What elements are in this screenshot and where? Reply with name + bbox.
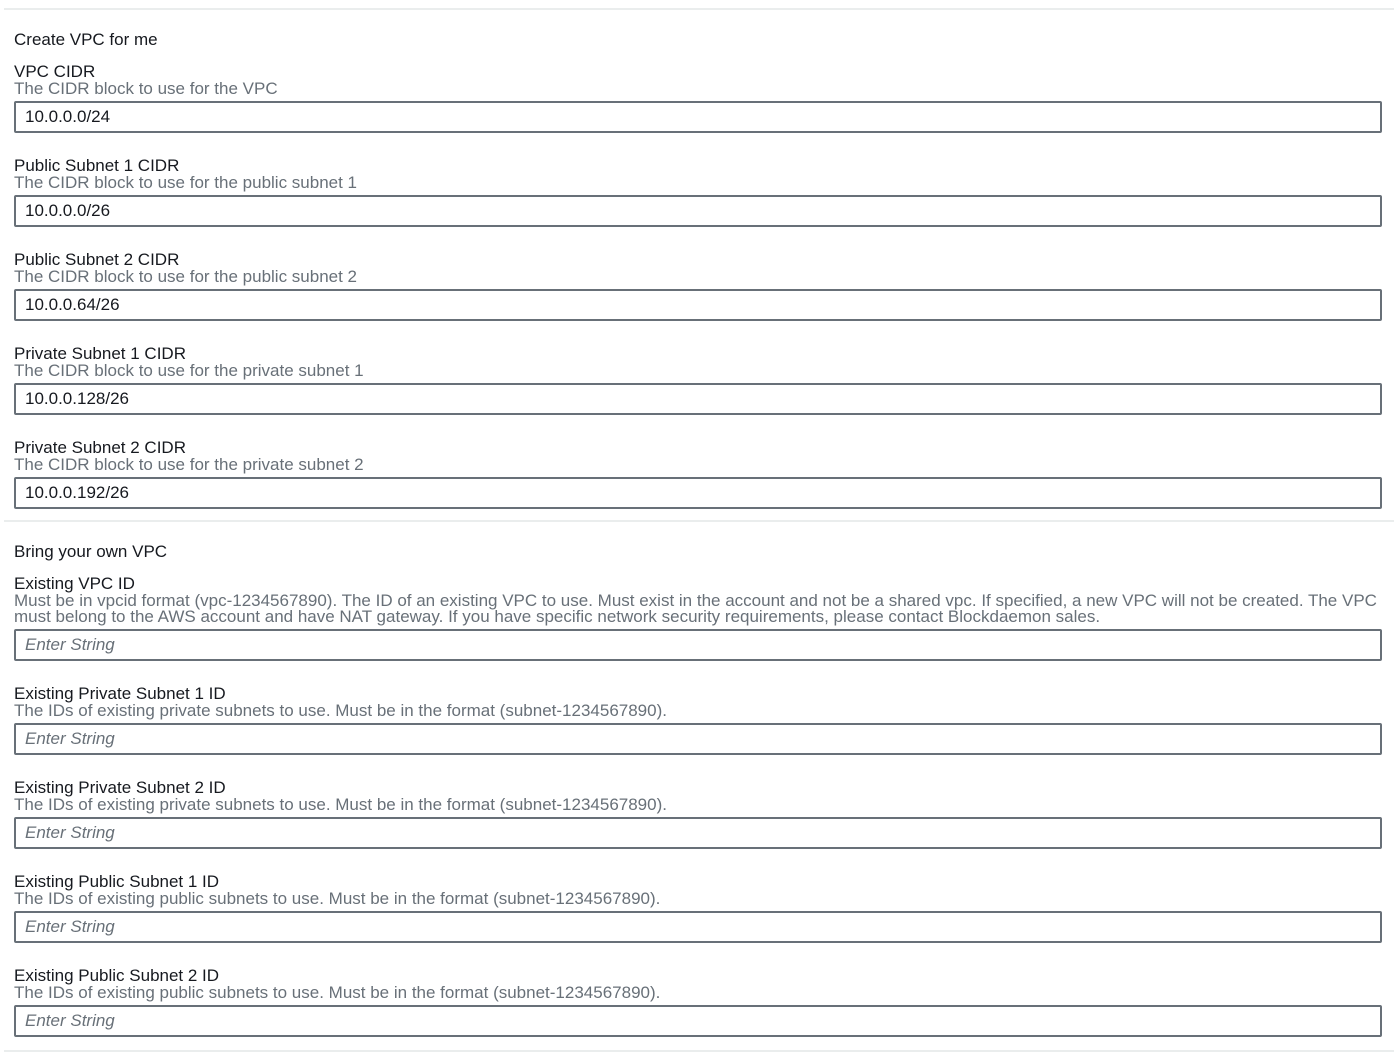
existing-public-subnet-2-id-field <box>14 967 1382 1037</box>
existing-private-subnet-2-id-input[interactable] <box>14 817 1382 849</box>
private-subnet-1-cidr-label: Private Subnet 1 CIDR <box>14 344 186 363</box>
existing-public-subnet-1-id-input[interactable] <box>14 911 1382 943</box>
public-subnet-1-cidr-input[interactable] <box>14 195 1382 227</box>
existing-vpc-id-input[interactable] <box>14 629 1382 661</box>
existing-vpc-id-label: Existing VPC ID <box>14 574 135 593</box>
create-vpc-section-title: Create VPC for me <box>14 30 158 49</box>
existing-private-subnet-2-id-description: The IDs of existing private subnets to use. Must be in the format (subnet-1234567890). <box>14 795 667 814</box>
existing-public-subnet-2-id-description: The IDs of existing public subnets to use. Must be in the format (subnet-1234567890). <box>14 983 661 1002</box>
public-subnet-1-cidr-label: Public Subnet 1 CIDR <box>14 156 180 175</box>
existing-public-subnet-1-id-field <box>14 873 1382 943</box>
existing-private-subnet-2-id-field <box>14 779 1382 849</box>
existing-private-subnet-2-id-label: Existing Private Subnet 2 ID <box>14 778 226 797</box>
existing-private-subnet-1-id-description: The IDs of existing private subnets to use. Must be in the format (subnet-1234567890). <box>14 701 667 720</box>
existing-public-subnet-2-id-input[interactable] <box>14 1005 1382 1037</box>
private-subnet-1-cidr-description: The CIDR block to use for the private subnet 1 <box>14 361 364 380</box>
public-subnet-2-cidr-field <box>14 251 1382 321</box>
bottom-divider <box>4 1050 1394 1052</box>
existing-public-subnet-1-id-description: The IDs of existing public subnets to use. Must be in the format (subnet-1234567890). <box>14 889 661 908</box>
private-subnet-2-cidr-input[interactable] <box>14 477 1382 509</box>
existing-private-subnet-1-id-field <box>14 685 1382 755</box>
public-subnet-2-cidr-label: Public Subnet 2 CIDR <box>14 250 180 269</box>
vpc-cidr-field <box>14 63 1382 133</box>
section-divider <box>4 520 1394 522</box>
existing-vpc-id-description: Must be in vpcid format (vpc-1234567890). The ID of an existing VPC to use. Must exist in the account and not be a shared vpc. If specified, a new VPC will not be created. The VPC must belong to the AWS account and have NAT gateway. If you have specific network security requirements, please contact Blockdaemon sales. <box>14 591 1377 626</box>
public-subnet-1-cidr-field <box>14 157 1382 227</box>
existing-vpc-id-field <box>14 575 1382 661</box>
public-subnet-2-cidr-input[interactable] <box>14 289 1382 321</box>
vpc-cidr-input[interactable] <box>14 101 1382 133</box>
vpc-cidr-description: The CIDR block to use for the VPC <box>14 79 278 98</box>
existing-public-subnet-1-id-label: Existing Public Subnet 1 ID <box>14 872 220 891</box>
private-subnet-2-cidr-label: Private Subnet 2 CIDR <box>14 438 186 457</box>
existing-private-subnet-1-id-input[interactable] <box>14 723 1382 755</box>
private-subnet-1-cidr-field <box>14 345 1382 415</box>
existing-private-subnet-1-id-label: Existing Private Subnet 1 ID <box>14 684 226 703</box>
private-subnet-2-cidr-description: The CIDR block to use for the private subnet 2 <box>14 455 364 474</box>
vpc-cidr-label: VPC CIDR <box>14 62 96 81</box>
private-subnet-1-cidr-input[interactable] <box>14 383 1382 415</box>
public-subnet-1-cidr-description: The CIDR block to use for the public subnet 1 <box>14 173 358 192</box>
public-subnet-2-cidr-description: The CIDR block to use for the public subnet 2 <box>14 267 358 286</box>
byo-vpc-section-title: Bring your own VPC <box>14 542 168 561</box>
top-divider <box>4 8 1394 10</box>
private-subnet-2-cidr-field <box>14 439 1382 509</box>
existing-public-subnet-2-id-label: Existing Public Subnet 2 ID <box>14 966 220 985</box>
